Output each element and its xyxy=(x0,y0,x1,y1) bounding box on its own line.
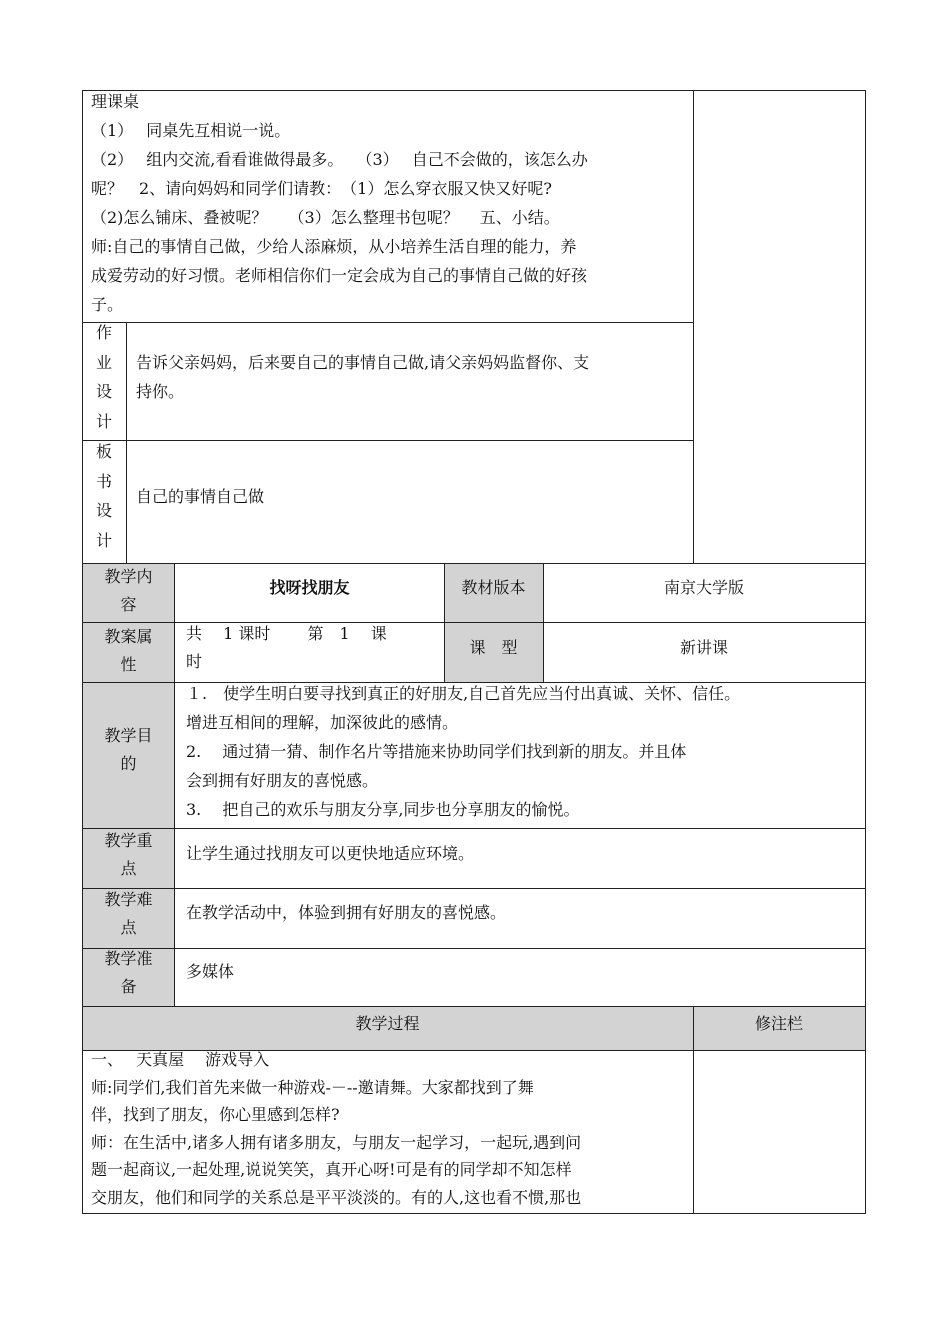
content-label: 教学内 容 xyxy=(104,567,153,614)
objectives-text: １. 使学生明白要寻找到真正的好朋友,自己首先应当付出真诚、关怀、信任。 增进互相间的理解，加深彼此的感情。 2. 通过猜一猜、制作名片等措施来协助同学们找到新的朋友。并且体 会到拥有好朋友的喜悦感。 3. 把自己的欢乐与朋友分享,同步也分享朋友的愉悦。 xyxy=(186,684,741,819)
table-border xyxy=(82,828,866,829)
content-line: 师:自己的事情自己做，少给人添麻烦，从小培养生活自理的能力，养 xyxy=(91,237,577,256)
keypoint-value: 让学生通过找朋友可以更快地适应环境。 xyxy=(186,844,475,863)
difficulty-label: 教学难 点 xyxy=(104,890,153,937)
homework-text: 告诉父亲妈妈，后来要自己的事情自己做,请父亲妈妈监督你、支 持你。 xyxy=(136,353,590,401)
process-line: 师：在生活中,诸多人拥有诸多朋友，与朋友一起学习，一起玩,遇到问 xyxy=(91,1132,582,1152)
version-value: 南京大学版 xyxy=(663,578,744,597)
table-border xyxy=(126,322,127,564)
version-label: 教材版本 xyxy=(461,578,526,597)
upper-content xyxy=(91,87,588,319)
table-border xyxy=(82,90,83,564)
content-line: （1） 同桌先互相说一说。 xyxy=(91,121,291,140)
process-line: 师:同学们,我们首先来做一种游戏-－--邀请舞。大家都找到了舞 xyxy=(91,1077,534,1097)
table-border xyxy=(82,1213,866,1214)
keypoint-label: 教学重 点 xyxy=(104,831,153,878)
homework-label: 作 业 设 计 xyxy=(95,323,112,431)
table-border xyxy=(82,948,866,949)
board-text: 自己的事情自己做 xyxy=(136,487,265,506)
process-text xyxy=(91,1046,581,1211)
process-line: 题一起商议,一起处理,说说笑笑，真开心呀!可是有的同学却不知怎样 xyxy=(91,1160,572,1179)
table-border xyxy=(693,90,694,564)
notes-header: 修注栏 xyxy=(754,1014,803,1033)
prep-label: 教学准 备 xyxy=(104,949,153,996)
attr-label: 教案属 性 xyxy=(104,627,153,674)
attr-value: 共 1 课时 第 1 课 时 xyxy=(186,624,387,671)
content-line: 理课桌 xyxy=(91,92,140,111)
content-line: （2)怎么铺床、叠被呢？ （3）怎么整理书包呢？ 五、小结。 xyxy=(91,208,560,227)
table-border xyxy=(865,90,866,1214)
type-label: 课 型 xyxy=(469,638,518,657)
table-border xyxy=(82,322,693,323)
board-label: 板 书 设 计 xyxy=(95,442,112,550)
type-value: 新讲课 xyxy=(679,638,728,657)
process-line: 伴，找到了朋友，你心里感到怎样? xyxy=(91,1105,340,1124)
content-line: （2） 组内交流,看看谁做得最多。 （3） 自己不会做的，该怎么办 xyxy=(91,150,588,169)
table-border xyxy=(82,888,866,889)
process-header: 教学过程 xyxy=(355,1014,420,1033)
process-line: 交朋友，他们和同学的关系总是平平淡淡的。有的人,这也看不惯,那也 xyxy=(91,1187,582,1207)
lesson-title: 找呀找朋友 xyxy=(269,578,350,597)
prep-value: 多媒体 xyxy=(186,962,235,981)
process-line: 一、 天真屋 游戏导入 xyxy=(91,1050,270,1069)
content-line: 子。 xyxy=(91,295,124,314)
difficulty-value: 在教学活动中，体验到拥有好朋友的喜悦感。 xyxy=(186,903,507,922)
content-line: 成爱劳动的好习惯。老师相信你们一定会成为自己的事情自己做的好孩 xyxy=(91,266,588,285)
table-border xyxy=(82,440,693,441)
content-line: 呢？ 2、请向妈妈和同学们请教： （1）怎么穿衣服又快又好呢? xyxy=(91,179,552,198)
objectives-label: 教学目 的 xyxy=(104,726,153,773)
